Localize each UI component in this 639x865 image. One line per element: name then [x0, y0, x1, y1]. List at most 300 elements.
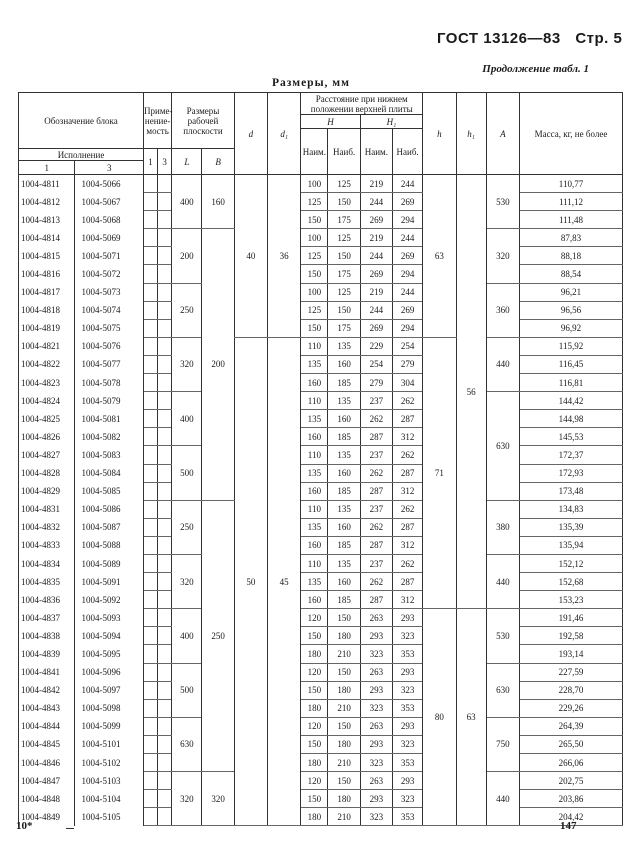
exec-3-code: 1004-5081 — [75, 410, 144, 428]
A-value: 750 — [486, 717, 519, 771]
application-1-cell — [144, 175, 158, 193]
table-row — [19, 392, 623, 410]
exec-3-code: 1004-5096 — [75, 663, 144, 681]
exec-3-code: 1004-5091 — [75, 573, 144, 591]
exec-1-code: 1004-4826 — [19, 428, 75, 446]
application-3-cell — [158, 428, 172, 446]
application-3-cell — [158, 374, 172, 392]
col-h: h — [423, 93, 456, 175]
H1-max-value: 269 — [392, 247, 422, 265]
application-3-cell — [158, 464, 172, 482]
application-1-cell — [144, 247, 158, 265]
col-h1: h₁ — [456, 93, 486, 175]
H-min-value: 110 — [301, 337, 328, 355]
mass-value: 152,12 — [520, 554, 623, 572]
col-designation: Обозначение блока — [19, 93, 144, 149]
application-3-cell — [158, 211, 172, 229]
exec-3-code: 1004-5066 — [75, 175, 144, 193]
H-max-value: 175 — [328, 319, 360, 337]
H1-min-value: 263 — [360, 772, 392, 790]
application-1-cell — [144, 319, 158, 337]
H-min-value: 150 — [301, 627, 328, 645]
application-1-cell — [144, 301, 158, 319]
application-3-cell — [158, 337, 172, 355]
exec-1-code: 1004-4843 — [19, 699, 75, 717]
exec-1-code: 1004-4812 — [19, 193, 75, 211]
application-1-cell — [144, 392, 158, 410]
exec-1-code: 1004-4824 — [19, 392, 75, 410]
H1-min-value: 287 — [360, 591, 392, 609]
application-1-cell — [144, 464, 158, 482]
L-value: 400 — [172, 609, 202, 663]
mass-value: 229,26 — [520, 699, 623, 717]
H-min-value: 135 — [301, 410, 328, 428]
col-L: L — [172, 149, 202, 175]
exec-1-code: 1004-4839 — [19, 645, 75, 663]
H-max-value: 135 — [328, 500, 360, 518]
mass-value: 203,86 — [520, 790, 623, 808]
mass-value: 88,54 — [520, 265, 623, 283]
exec-3-code: 1004-5067 — [75, 193, 144, 211]
exec-1-code: 1004-4819 — [19, 319, 75, 337]
H-max-value: 150 — [328, 193, 360, 211]
A-value: 440 — [486, 554, 519, 608]
H1-min-value: 287 — [360, 482, 392, 500]
H-max-value: 185 — [328, 374, 360, 392]
H1-min-value: 269 — [360, 265, 392, 283]
H1-min-value: 293 — [360, 627, 392, 645]
exec-3-code: 1004-5077 — [75, 355, 144, 373]
L-value: 250 — [172, 283, 202, 337]
table-row — [19, 283, 623, 301]
col-B: B — [202, 149, 234, 175]
col-execution: Исполнение — [19, 149, 144, 161]
mass-value: 145,53 — [520, 428, 623, 446]
exec-1-code: 1004-4835 — [19, 573, 75, 591]
exec-1-code: 1004-4841 — [19, 663, 75, 681]
exec-3-code: 1004-5086 — [75, 500, 144, 518]
table-row — [19, 627, 623, 645]
col-plate-dims: Размеры рабочей плоскости — [172, 93, 235, 149]
H1-min-value: 237 — [360, 392, 392, 410]
H1-min-value: 287 — [360, 428, 392, 446]
h1-value: 63 — [456, 609, 486, 826]
dimensions-table — [18, 92, 623, 826]
exec-1-code: 1004-4816 — [19, 265, 75, 283]
A-value: 380 — [486, 500, 519, 554]
application-3-cell — [158, 645, 172, 663]
H-max-value: 160 — [328, 410, 360, 428]
H-max-value: 175 — [328, 265, 360, 283]
H-min-value: 135 — [301, 573, 328, 591]
H-max-value: 180 — [328, 790, 360, 808]
A-value: 630 — [486, 392, 519, 501]
application-1-cell — [144, 645, 158, 663]
exec-1-code: 1004-4834 — [19, 554, 75, 572]
application-3-cell — [158, 536, 172, 554]
application-1-cell — [144, 754, 158, 772]
application-3-cell — [158, 446, 172, 464]
application-3-cell — [158, 229, 172, 247]
exec-3-code: 1004-5095 — [75, 645, 144, 663]
exec-3-code: 1004-5085 — [75, 482, 144, 500]
H-min-value: 120 — [301, 717, 328, 735]
d1-value: 36 — [268, 175, 301, 338]
exec-3-code: 1004-5071 — [75, 247, 144, 265]
H-min-value: 125 — [301, 301, 328, 319]
H1-min-value: 244 — [360, 247, 392, 265]
exec-1-code: 1004-4836 — [19, 591, 75, 609]
H1-min-value: 269 — [360, 319, 392, 337]
application-1-cell — [144, 482, 158, 500]
exec-1-code: 1004-4825 — [19, 410, 75, 428]
H1-min-value: 237 — [360, 446, 392, 464]
H-min-value: 110 — [301, 554, 328, 572]
mass-value: 135,39 — [520, 518, 623, 536]
exec-1-code: 1004-4848 — [19, 790, 75, 808]
H-max-value: 150 — [328, 772, 360, 790]
H1-max-value: 269 — [392, 193, 422, 211]
h-value: 63 — [423, 175, 456, 338]
table-row — [19, 772, 623, 790]
exec-1-code: 1004-4833 — [19, 536, 75, 554]
H-max-value: 185 — [328, 482, 360, 500]
H1-max-value: 262 — [392, 446, 422, 464]
exec-3-code: 1004-5088 — [75, 536, 144, 554]
H1-max-value: 312 — [392, 591, 422, 609]
H1-max-value: 353 — [392, 699, 422, 717]
application-1-cell — [144, 518, 158, 536]
H1-max-value: 353 — [392, 645, 422, 663]
application-3-cell — [158, 247, 172, 265]
H-min-value: 120 — [301, 772, 328, 790]
H1-min-value: 262 — [360, 410, 392, 428]
H1-max-value: 244 — [392, 175, 422, 193]
exec-1-code: 1004-4821 — [19, 337, 75, 355]
H1-max-value: 323 — [392, 681, 422, 699]
exec-1-code: 1004-4842 — [19, 681, 75, 699]
mass-value: 266,06 — [520, 754, 623, 772]
mass-value: 116,45 — [520, 355, 623, 373]
application-3-cell — [158, 319, 172, 337]
application-1-cell — [144, 211, 158, 229]
exec-3-code: 1004-5092 — [75, 591, 144, 609]
table-row — [19, 645, 623, 663]
col-H-min: Наим. — [301, 129, 328, 175]
col-H-max: Наиб. — [328, 129, 360, 175]
table-row — [19, 500, 623, 518]
H-min-value: 180 — [301, 699, 328, 717]
H1-min-value: 293 — [360, 681, 392, 699]
exec-3-code: 1004-5097 — [75, 681, 144, 699]
H-min-value: 110 — [301, 392, 328, 410]
col-H1-max: Наиб. — [392, 129, 422, 175]
exec-1-code: 1004-4817 — [19, 283, 75, 301]
mass-value: 110,77 — [520, 175, 623, 193]
H1-max-value: 323 — [392, 790, 422, 808]
mass-value: 144,42 — [520, 392, 623, 410]
H-min-value: 160 — [301, 536, 328, 554]
H1-max-value: 287 — [392, 573, 422, 591]
application-1-cell — [144, 790, 158, 808]
exec-1-code: 1004-4811 — [19, 175, 75, 193]
application-1-cell — [144, 536, 158, 554]
H1-max-value: 353 — [392, 808, 422, 826]
H-min-value: 150 — [301, 265, 328, 283]
B-value: 160 — [202, 175, 234, 229]
exec-3-code: 1004-5074 — [75, 301, 144, 319]
application-3-cell — [158, 193, 172, 211]
mass-value: 115,92 — [520, 337, 623, 355]
H1-max-value: 294 — [392, 211, 422, 229]
exec-3-code: 1004-5093 — [75, 609, 144, 627]
application-3-cell — [158, 410, 172, 428]
exec-3-code: 1004-5101 — [75, 735, 144, 753]
table-row — [19, 591, 623, 609]
L-value: 320 — [172, 554, 202, 608]
application-3-cell — [158, 681, 172, 699]
H1-min-value: 219 — [360, 283, 392, 301]
table-row — [19, 808, 623, 826]
H-max-value: 135 — [328, 554, 360, 572]
H-min-value: 150 — [301, 319, 328, 337]
exec-3-code: 1004-5068 — [75, 211, 144, 229]
application-1-cell — [144, 265, 158, 283]
col-app-3: 3 — [158, 149, 172, 175]
mass-value: 96,21 — [520, 283, 623, 301]
mass-value: 204,42 — [520, 808, 623, 826]
H-max-value: 180 — [328, 627, 360, 645]
exec-1-code: 1004-4845 — [19, 735, 75, 753]
exec-3-code: 1004-5072 — [75, 265, 144, 283]
H1-min-value: 323 — [360, 754, 392, 772]
signature-mark: 10* — [16, 820, 33, 832]
col-app-1: 1 — [144, 149, 158, 175]
application-3-cell — [158, 663, 172, 681]
mass-value: 96,56 — [520, 301, 623, 319]
mass-value: 87,83 — [520, 229, 623, 247]
H1-max-value: 293 — [392, 772, 422, 790]
mass-value: 227,59 — [520, 663, 623, 681]
col-distance: Расстояние при нижнем положении верхней плиты — [301, 93, 423, 115]
exec-1-code: 1004-4849 — [19, 808, 75, 826]
application-1-cell — [144, 337, 158, 355]
mass-value: 228,70 — [520, 681, 623, 699]
H1-min-value: 237 — [360, 500, 392, 518]
H1-max-value: 294 — [392, 265, 422, 283]
H1-min-value: 263 — [360, 663, 392, 681]
H-max-value: 135 — [328, 446, 360, 464]
H-max-value: 160 — [328, 464, 360, 482]
A-value: 440 — [486, 337, 519, 391]
col-A: A — [486, 93, 519, 175]
L-value: 320 — [172, 337, 202, 391]
H-max-value: 185 — [328, 428, 360, 446]
mass-value: 96,92 — [520, 319, 623, 337]
table-row — [19, 337, 623, 355]
exec-3-code: 1004-5094 — [75, 627, 144, 645]
application-3-cell — [158, 627, 172, 645]
H1-max-value: 293 — [392, 717, 422, 735]
application-3-cell — [158, 500, 172, 518]
exec-1-code: 1004-4814 — [19, 229, 75, 247]
H-min-value: 180 — [301, 754, 328, 772]
mass-value: 191,46 — [520, 609, 623, 627]
application-1-cell — [144, 554, 158, 572]
col-H1-min: Наим. — [360, 129, 392, 175]
application-1-cell — [144, 627, 158, 645]
B-value: 200 — [202, 229, 234, 500]
H-max-value: 150 — [328, 717, 360, 735]
table-row — [19, 446, 623, 464]
H1-min-value: 229 — [360, 337, 392, 355]
H1-max-value: 312 — [392, 428, 422, 446]
mass-value: 135,94 — [520, 536, 623, 554]
application-3-cell — [158, 355, 172, 373]
H-max-value: 160 — [328, 573, 360, 591]
H-min-value: 100 — [301, 283, 328, 301]
H-max-value: 160 — [328, 355, 360, 373]
H-min-value: 125 — [301, 193, 328, 211]
mass-value: 192,58 — [520, 627, 623, 645]
exec-1-code: 1004-4844 — [19, 717, 75, 735]
H-min-value: 120 — [301, 609, 328, 627]
exec-3-code: 1004-5089 — [75, 554, 144, 572]
A-value: 320 — [486, 229, 519, 283]
exec-1-code: 1004-4846 — [19, 754, 75, 772]
H1-max-value: 323 — [392, 735, 422, 753]
exec-1-code: 1004-4831 — [19, 500, 75, 518]
H-max-value: 180 — [328, 735, 360, 753]
H1-min-value: 279 — [360, 374, 392, 392]
table-row — [19, 699, 623, 717]
d-value: 50 — [234, 337, 267, 826]
H1-max-value: 323 — [392, 627, 422, 645]
table-row — [19, 319, 623, 337]
exec-3-code: 1004-5084 — [75, 464, 144, 482]
exec-3-code: 1004-5069 — [75, 229, 144, 247]
H-min-value: 160 — [301, 374, 328, 392]
col-exec-3: 3 — [75, 161, 144, 175]
table-row — [19, 428, 623, 446]
H1-min-value: 269 — [360, 211, 392, 229]
table-row — [19, 554, 623, 572]
footer-dash — [66, 828, 74, 829]
table-row — [19, 193, 623, 211]
sizes-title: Размеры, мм — [272, 77, 350, 89]
mass-value: 152,68 — [520, 573, 623, 591]
table-row — [19, 410, 623, 428]
H1-max-value: 304 — [392, 374, 422, 392]
application-1-cell — [144, 573, 158, 591]
H-min-value: 120 — [301, 663, 328, 681]
application-3-cell — [158, 175, 172, 193]
table-row — [19, 681, 623, 699]
exec-1-code: 1004-4829 — [19, 482, 75, 500]
exec-3-code: 1004-5079 — [75, 392, 144, 410]
L-value: 250 — [172, 500, 202, 554]
exec-3-code: 1004-5073 — [75, 283, 144, 301]
H-max-value: 125 — [328, 229, 360, 247]
A-value: 440 — [486, 772, 519, 826]
mass-value: 202,75 — [520, 772, 623, 790]
H1-min-value: 323 — [360, 699, 392, 717]
H1-min-value: 237 — [360, 554, 392, 572]
exec-1-code: 1004-4823 — [19, 374, 75, 392]
application-3-cell — [158, 808, 172, 826]
mass-value: 153,23 — [520, 591, 623, 609]
H-max-value: 185 — [328, 536, 360, 554]
A-value: 360 — [486, 283, 519, 337]
application-1-cell — [144, 283, 158, 301]
exec-3-code: 1004-5098 — [75, 699, 144, 717]
application-1-cell — [144, 717, 158, 735]
h-value: 80 — [423, 609, 456, 826]
H1-min-value: 293 — [360, 735, 392, 753]
exec-1-code: 1004-4837 — [19, 609, 75, 627]
exec-3-code: 1004-5078 — [75, 374, 144, 392]
exec-1-code: 1004-4828 — [19, 464, 75, 482]
H1-max-value: 254 — [392, 337, 422, 355]
H-max-value: 210 — [328, 699, 360, 717]
H1-max-value: 287 — [392, 410, 422, 428]
mass-value: 111,12 — [520, 193, 623, 211]
H-max-value: 210 — [328, 808, 360, 826]
table-row — [19, 663, 623, 681]
application-3-cell — [158, 554, 172, 572]
exec-3-code: 1004-5083 — [75, 446, 144, 464]
standard-code: ГОСТ 13126—83 — [437, 30, 561, 47]
exec-3-code: 1004-5082 — [75, 428, 144, 446]
H1-min-value: 244 — [360, 301, 392, 319]
application-1-cell — [144, 772, 158, 790]
H-min-value: 135 — [301, 518, 328, 536]
exec-3-code: 1004-5104 — [75, 790, 144, 808]
table-header — [19, 93, 623, 175]
application-1-cell — [144, 609, 158, 627]
table-row — [19, 482, 623, 500]
h-value: 71 — [423, 337, 456, 608]
application-3-cell — [158, 265, 172, 283]
H-max-value: 150 — [328, 301, 360, 319]
H1-max-value: 312 — [392, 482, 422, 500]
L-value: 400 — [172, 175, 202, 229]
L-value: 630 — [172, 717, 202, 771]
exec-1-code: 1004-4827 — [19, 446, 75, 464]
application-3-cell — [158, 772, 172, 790]
table-row — [19, 754, 623, 772]
application-3-cell — [158, 283, 172, 301]
application-1-cell — [144, 808, 158, 826]
application-3-cell — [158, 301, 172, 319]
application-3-cell — [158, 392, 172, 410]
H1-min-value: 262 — [360, 518, 392, 536]
mass-value: 144,98 — [520, 410, 623, 428]
H1-max-value: 293 — [392, 663, 422, 681]
B-value: 320 — [202, 772, 234, 826]
H1-min-value: 293 — [360, 790, 392, 808]
mass-value: 111,48 — [520, 211, 623, 229]
H-min-value: 125 — [301, 247, 328, 265]
col-mass: Масса, кг, не более — [520, 93, 623, 175]
col-d1: d₁ — [268, 93, 301, 175]
application-1-cell — [144, 410, 158, 428]
application-1-cell — [144, 735, 158, 753]
L-value: 320 — [172, 772, 202, 826]
col-H1: H₁ — [360, 115, 423, 129]
d1-value: 45 — [268, 337, 301, 826]
exec-3-code: 1004-5075 — [75, 319, 144, 337]
